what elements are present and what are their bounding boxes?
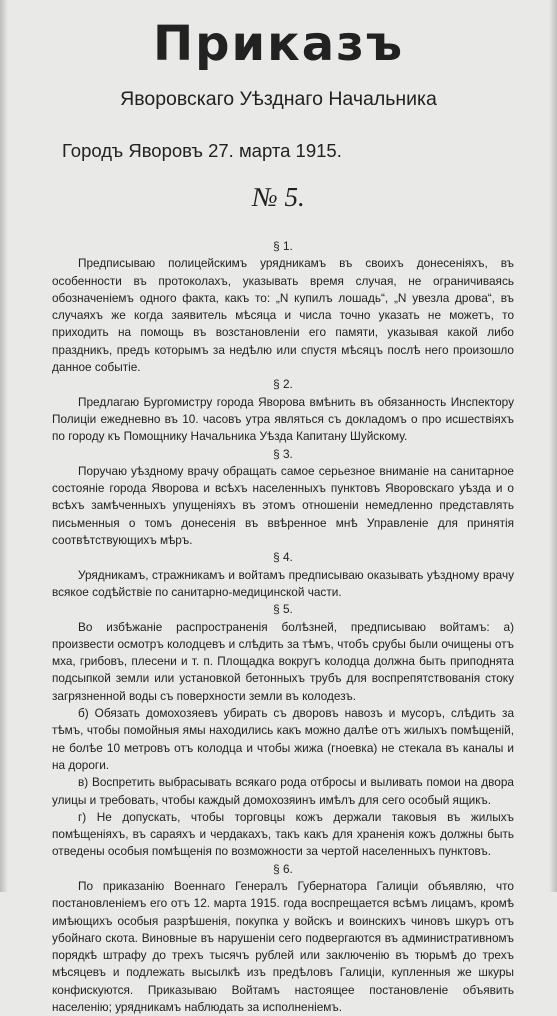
section [52, 446, 514, 550]
document-body [52, 238, 514, 1016]
section-paragraph: По приказанію Военнаго Генералъ Губернатора Галиціи объявляю, что постановленіемъ его отъ 12. марта 1915. года воспрещается всѣмъ лицамъ, кромѣ имѣющихъ особыя разрѣшенія, покупка у войскъ и воинскихъ чиновъ шкуръ отъ убойнаго скота. Виновные въ нарушеніи сего подвергаются въ административномъ порядкѣ штрафу до трехъ тысячъ рублей или заключенію въ тюрьмѣ до трехъ мѣсяцевъ и подлежать высылкѣ изъ предѣловъ Галиціи, купленныя же шкуры конфискуются. Приказываю Войтамъ настоящее постановленіе объявить населенію; урядникамъ наблюдать за исполненіемъ. [52, 878, 514, 1015]
section [52, 601, 514, 860]
section-mark: § 5. [273, 602, 293, 617]
section-mark: § 1. [273, 239, 293, 253]
section-paragraph: в) Воспретить выбрасывать всякаго рода отбросы и выливать помои на двора улицы и требовать, чтобы каждый домохозяинъ имѣлъ для сего особый ящикъ. [52, 775, 514, 807]
section-mark: § 4. [273, 550, 293, 565]
section-mark: § 6. [273, 861, 293, 876]
section-mark: § 3. [273, 446, 293, 461]
page-edge-shadow-left [0, 0, 8, 892]
section [52, 238, 514, 376]
section-paragraph: г) Не допускать, чтобы торговцы кожъ держали таковыя въ жилыхъ помѣщеніяхъ, въ сараяхъ и чердакахъ, такъ какъ для храненія кожъ должны быть отведены особыя помѣщенія по возможности за чертой населенныхъ пунктовъ. [52, 809, 514, 859]
order-number: № 5. [252, 182, 305, 212]
section-paragraph: б) Обязать домохозяевъ убирать съ дворовъ навозъ и мусоръ, слѣдить за тѣмъ, чтобы помойныя ямы находились какъ можно далѣе отъ жилыхъ помѣщеній, не болѣе 10 метровъ отъ колодца и чтобы жижа (гноевка) не стекала въ каналы и на дороги. [52, 706, 514, 772]
section-paragraph: Предписываю полицейскимъ урядникамъ въ своихъ донесеніяхъ, въ особенности въ протоколахъ, указывать время случая, не ограничиваясь обозначеніемъ одного факта, какъ то: „N купилъ лошадь“, „N увезла дрова“, въ случаяхъ же когда заявитель мѣсяца и числа точно указать не можетъ, то приходить на помощь въ возстановленіи его памяти, указывая какой либо праздникъ, предъ которымъ за недѣлю или спустя мѣсяцъ послѣ него произошло данное событіе. [52, 256, 514, 375]
section [52, 376, 514, 445]
page-edge-shadow-right [549, 0, 557, 892]
section [52, 861, 514, 1016]
section-paragraph: Предлагаю Бургомистру города Яворова вмѣнить въ обязанность Инспектору Полиціи ежедневно въ 10. часовъ утра являться съ докладомъ о про исшествіяхъ по городу къ Помощнику Начальника Уѣзда Капитану Шуйскому. [52, 394, 514, 444]
section-mark: § 2. [273, 377, 293, 392]
document-title: Приказъ [152, 16, 405, 72]
document-subtitle: Яворовскаго Уѣзднаго Начальника [120, 88, 437, 110]
document-dateline: Городъ Яворовъ 27. марта 1915. [62, 140, 342, 161]
section-paragraph: Во избѣжаніе распространенія болѣзней, предписываю войтамъ: а) произвести осмотръ колодцевъ и слѣдить за тѣмъ, чтобъ срубы были очищены отъ мха, грибовъ, плесени и т. п. Площадка вокругъ колодца должна быть приподнята подсыпкой земли или установкой бетонныхъ трубъ для воспрепятствованія стоку загрязненной воды съ поверхности земли въ колодезъ. [52, 619, 514, 703]
section-paragraph: Урядникамъ, стражникамъ и войтамъ предписываю оказывать уѣздному врачу всякое содѣйствіе по санитарно-медицинской части. [52, 567, 514, 599]
section-paragraph: Поручаю уѣздному врачу обращать самое серьезное вниманіе на санитарное состояніе города Яворова и всѣхъ населенныхъ пунктовъ Яворовскаго уѣзда и о всѣхъ замѣченныхъ упущеніяхъ въ этомъ отношеніи немедленно представлять письменныя о томъ донесенія въ ввѣренное мнѣ Управленіе для принятія соотвѣтствующихъ мѣръ. [52, 463, 514, 548]
section [52, 549, 514, 601]
